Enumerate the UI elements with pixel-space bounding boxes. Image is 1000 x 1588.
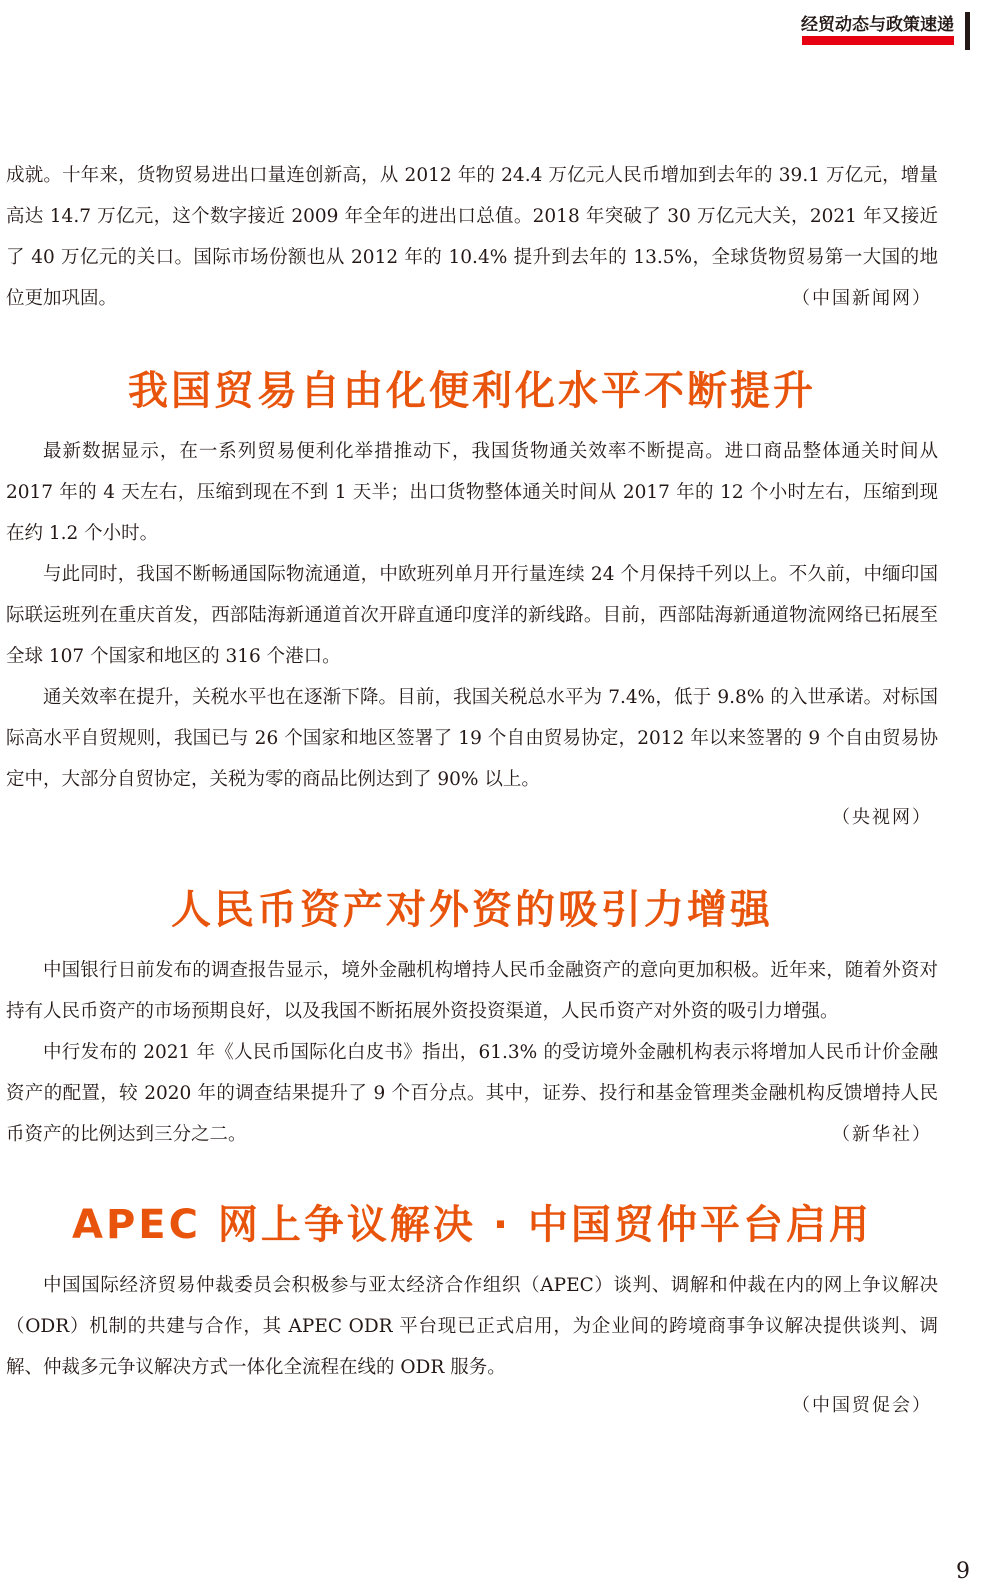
header-red-underline (802, 36, 954, 45)
page-content (6, 155, 938, 1424)
article-3-paragraph: 中国国际经济贸易仲裁委员会积极参与亚太经济合作组织（APEC）谈判、调解和仲裁在内的网上争议解决（ODR）机制的共建与合作，其 APEC ODR 平台现已正式启用，为企业间的跨境商事争议解决提供谈判、调解、仲裁多元争议解决方式一体化全流程在线的 ODR 服务。 (6, 1275, 938, 1378)
article-1-paragraph: 与此同时，我国不断畅通国际物流通道，中欧班列单月开行量连续 24 个月保持千列以上。不久前，中缅印国际联运班列在重庆首发，西部陆海新通道首次开辟直通印度洋的新线路。目前，西部陆海新通道物流网络已拓展至全球 107 个国家和地区的 316 个港口。 (6, 564, 938, 667)
intro-source: （中国新闻网） (792, 288, 932, 309)
article-3-title: APEC 网上争议解决 · 中国贸仲平台启用 (72, 1202, 872, 1248)
article-1-paragraph: 通关效率在提升，关税水平也在逐渐下降。目前，我国关税总水平为 7.4%，低于 9.8% 的入世承诺。对标国际高水平自贸规则，我国已与 26 个国家和地区签署了 19 个自由贸易协定，2012 年以来签署的 9 个自由贸易协定中，大部分自贸协定，关税为零的商品比例达到了 90% 以上。 (6, 687, 938, 790)
running-header (800, 8, 970, 48)
article-1-paragraph: 最新数据显示，在一系列贸易便利化举措推动下，我国货物通关效率不断提高。进口商品整体通关时间从 2017 年的 4 天左右，压缩到现在不到 1 天半；出口货物整体通关时间从 2017 年的 12 个小时左右，压缩到现在约 1.2 个小时。 (6, 441, 938, 544)
article-1-title: 我国贸易自由化便利化水平不断提升 (128, 368, 816, 414)
article-2-last-block (6, 1032, 938, 1155)
article-2-source: （新华社） (832, 1124, 932, 1145)
article-3-source: （中国贸促会） (792, 1395, 932, 1416)
intro-paragraph: 成就。十年来，货物贸易进出口量连创新高，从 2012 年的 24.4 万亿元人民币增加到去年的 39.1 万亿元，增量高达 14.7 万亿元，这个数字接近 2009 年全年的进出口总值。2018 年突破了 30 万亿元大关，2021 年又接近了 40 万亿元的关口。国际市场份额也从 2012 年的 10.4% 提升到去年的 13.5%，全球货物贸易第一大国的地位更加巩固。 (6, 165, 938, 309)
article-2-title: 人民币资产对外资的吸引力增强 (171, 887, 773, 933)
page-number: 9 (956, 1559, 970, 1584)
article-2-paragraph: 中行发布的 2021 年《人民币国际化白皮书》指出，61.3% 的受访境外金融机构表示将增加人民币计价金融资产的配置，较 2020 年的调查结果提升了 9 个百分点。其中，证券、投行和基金管理类金融机构反馈增持人民币资产的比例达到三分之二。 (6, 1042, 938, 1145)
article-1-source: （央视网） (832, 807, 932, 828)
section-title: 经贸动态与政策速递 (801, 15, 954, 35)
article-2-paragraph: 中国银行日前发布的调查报告显示，境外金融机构增持人民币金融资产的意向更加积极。近年来，随着外资对持有人民币资产的市场预期良好，以及我国不断拓展外资投资渠道，人民币资产对外资的吸引力增强。 (6, 960, 938, 1022)
header-black-bar (965, 12, 970, 50)
intro-block (6, 155, 938, 319)
